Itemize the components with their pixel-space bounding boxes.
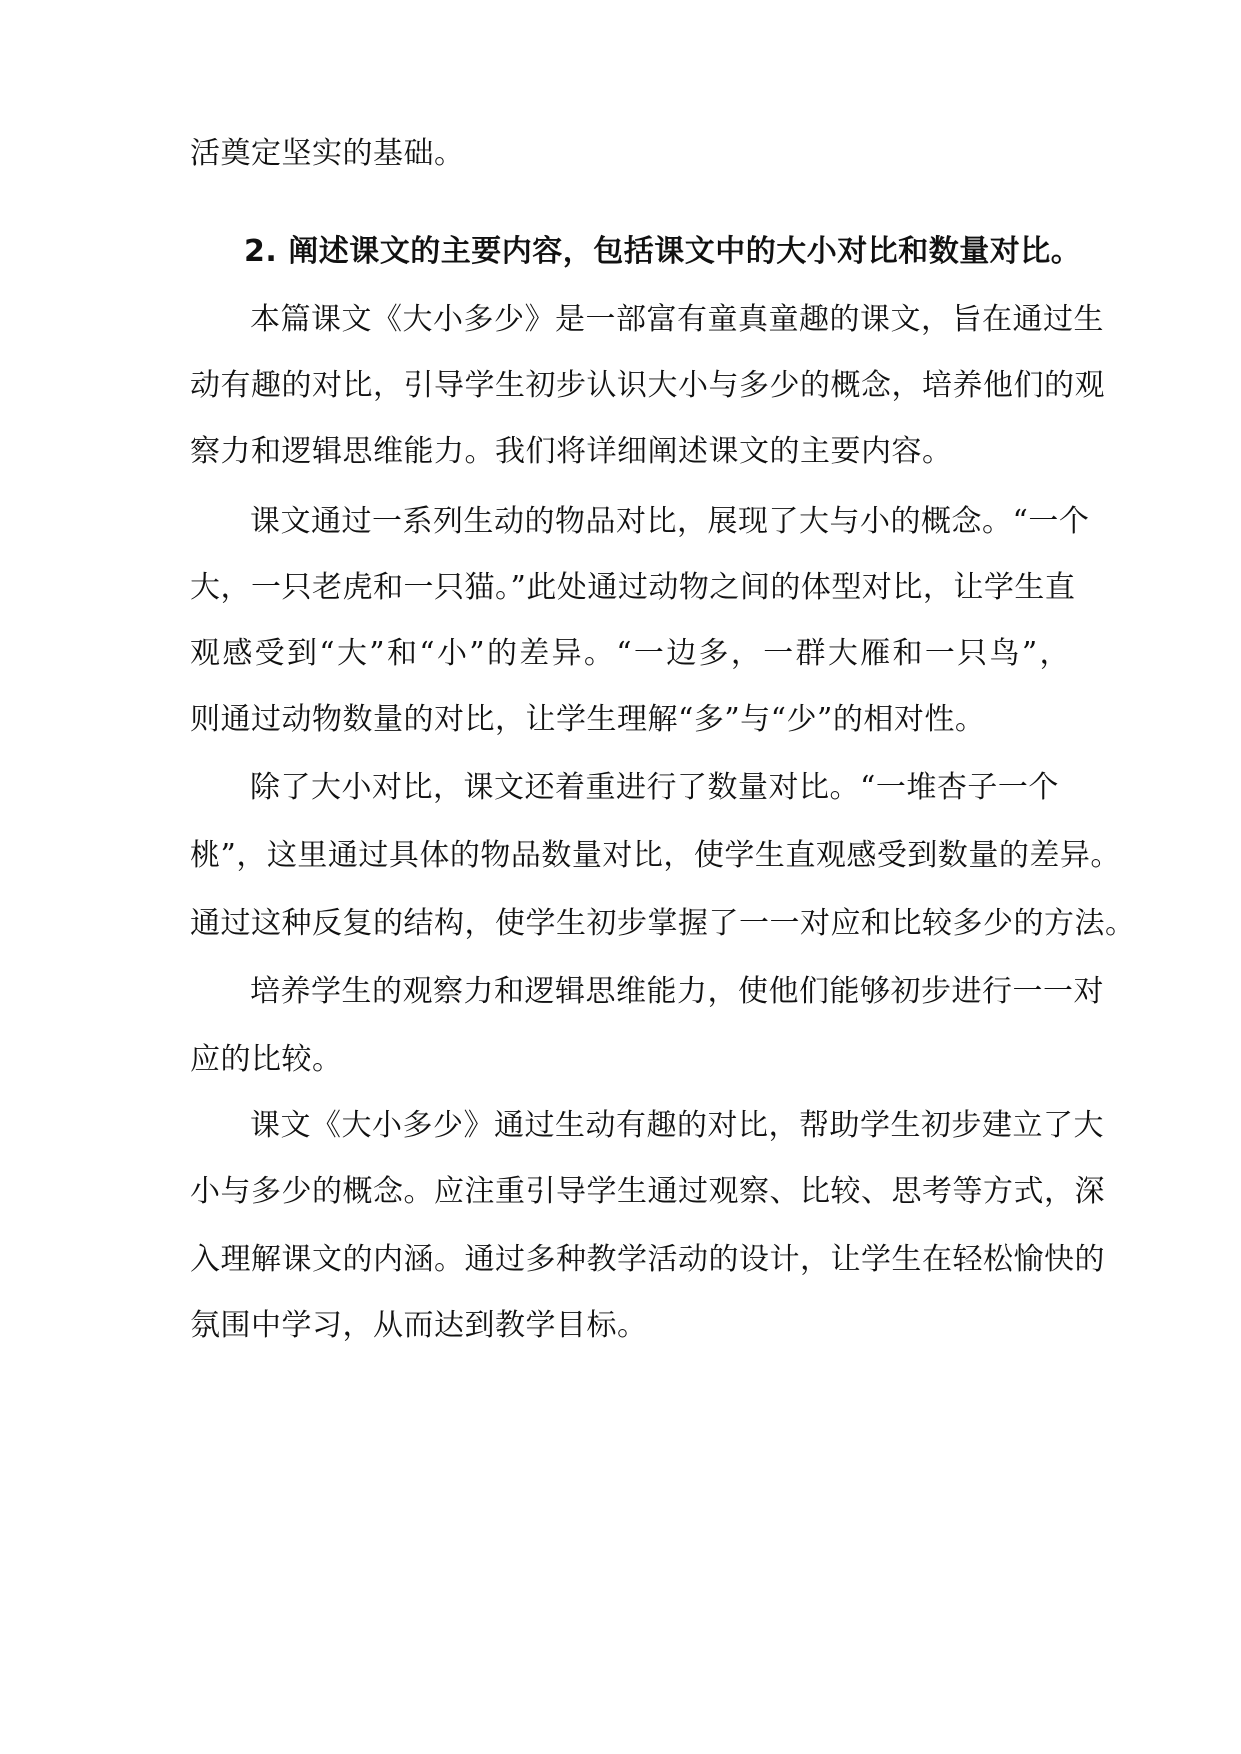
paragraph-5-line-2: 小与多少的概念。应注重引导学生通过观察、比较、思考等方式，深 bbox=[190, 1174, 1105, 1209]
paragraph-4-line-2: 应的比较。 bbox=[190, 1042, 343, 1077]
paragraph-2-line-4: 则通过动物数量的对比，让学生理解“多”与“少”的相对性。 bbox=[190, 702, 986, 737]
paragraph-2-line-1: 课文通过一系列生动的物品对比，展现了大与小的概念。“一个 bbox=[250, 504, 1090, 539]
paragraph-1-line-3: 察力和逻辑思维能力。我们将详细阐述课文的主要内容。 bbox=[190, 434, 953, 469]
paragraph-1-line-1: 本篇课文《大小多少》是一部富有童真童趣的课文，旨在通过生 bbox=[250, 302, 1104, 337]
paragraph-3-line-3: 通过这种反复的结构，使学生初步掌握了一一对应和比较多少的方法。 bbox=[190, 906, 1136, 941]
paragraph-3-line-1: 除了大小对比，课文还着重进行了数量对比。“一堆杏子一个 bbox=[250, 770, 1059, 805]
text-line-continuation: 活奠定坚实的基础。 bbox=[190, 136, 465, 171]
section-heading: 2. 阐述课文的主要内容，包括课文中的大小对比和数量对比。 bbox=[244, 234, 1082, 269]
paragraph-4-line-1: 培养学生的观察力和逻辑思维能力，使他们能够初步进行一一对 bbox=[250, 974, 1104, 1009]
paragraph-3-line-2: 桃”，这里通过具体的物品数量对比，使学生直观感受到数量的差异。 bbox=[190, 838, 1121, 873]
paragraph-5-line-4: 氛围中学习，从而达到教学目标。 bbox=[190, 1308, 648, 1343]
paragraph-2-line-2: 大，一只老虎和一只猫。”此处通过动物之间的体型对比，让学生直 bbox=[190, 570, 1076, 605]
paragraph-5-line-3: 入理解课文的内涵。通过多种教学活动的设计，让学生在轻松愉快的 bbox=[190, 1242, 1105, 1277]
paragraph-2-line-3: 观感受到“大”和“小”的差异。“一边多，一群大雁和一只鸟”， bbox=[190, 636, 1070, 671]
paragraph-5-line-1: 课文《大小多少》通过生动有趣的对比，帮助学生初步建立了大 bbox=[250, 1108, 1104, 1143]
paragraph-1-line-2: 动有趣的对比，引导学生初步认识大小与多少的概念，培养他们的观 bbox=[190, 368, 1105, 403]
